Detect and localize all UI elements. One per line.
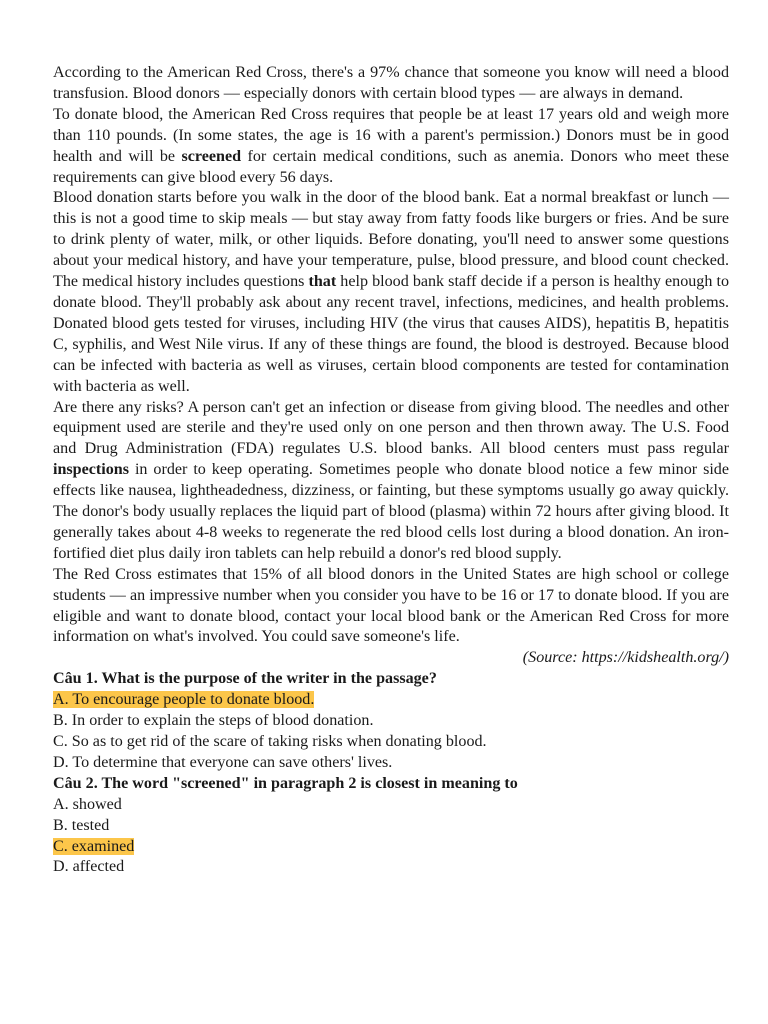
paragraph-1 xyxy=(53,63,729,105)
highlighted-answer: C. examined xyxy=(53,837,135,855)
paragraph-5 xyxy=(53,565,729,649)
answer-text: C. So as to get rid of the scare of taking risks when donating blood. xyxy=(53,733,487,750)
text-segment: help blood bank staff decide if a person is healthy enough to donate blood. They'll probably ask about any recent travel, infections, medicines, and health problems. Donated blood gets tested for viruses, including HIV (the virus that causes AIDS), hepatitis B, hepatitis C, syphilis, and West Nile virus. If any of these things are found, the blood is destroyed. Because blood can be infected with bacteria as well as viruses, certain blood components are tested for contamination with bacteria as well. xyxy=(53,273,729,395)
text-segment: Blood donation starts before you walk in the door of the blood bank. Eat a normal breakfast or lunch — this is not a good time to skip meals — but stay away from fatty foods like burgers or fries. And be sure to drink plenty of water, milk, or other liquids. Before donating, you'll need to answer some questions about your medical history, and have your temperature, pulse, blood pressure, and blood count checked. The medical history includes questions xyxy=(53,189,729,291)
question-prompt: Câu 1. What is the purpose of the writer in the passage? xyxy=(53,670,437,688)
answer-option[interactable] xyxy=(53,795,729,816)
passage xyxy=(53,63,729,648)
answer-text: B. tested xyxy=(53,816,110,834)
answer-text: D. To determine that everyone can save others' lives. xyxy=(53,753,393,771)
text-segment: The Red Cross estimates that 15% of all blood donors in the United States are high school or college students — an impressive number when you consider you have to be 16 or 17 to donate blood. If you are eligible and want to donate blood, contact your local blood bank or the American Red Cross for more information on what's involved. You could save someone's life. xyxy=(53,565,729,646)
answer-option[interactable] xyxy=(53,837,729,858)
text-segment: in order to keep operating. Sometimes people who donate blood notice a few minor side effects like nausea, lightheadedness, dizziness, or fainting, but these symptoms usually go away quickly. The donor's body usually replaces the liquid part of blood (plasma) within 72 hours after giving blood. It generally takes about 4-8 weeks to regenerate the red blood cells lost during a blood donation. An iron-fortified diet plus daily iron tablets can help rebuild a donor's red blood supply. xyxy=(53,461,729,562)
question-prompt: Câu 2. The word "screened" in paragraph 2 is closest in meaning to xyxy=(53,774,518,792)
text-segment: To donate blood, the American Red Cross requires that people be at least 17 years old and weigh more than 110 pounds. (In some states, the age is 16 with a parent's permission.) Donors must be in good health and will be xyxy=(53,105,729,165)
paragraph-2 xyxy=(53,105,729,189)
source-citation: (Source: https://kidshealth.org/) xyxy=(522,649,729,667)
answer-option[interactable] xyxy=(53,816,729,837)
answer-option[interactable] xyxy=(53,690,729,711)
paragraph-3 xyxy=(53,188,729,397)
answer-text: D. affected xyxy=(53,858,125,876)
answer-option[interactable] xyxy=(53,753,729,774)
highlighted-answer: A. To encourage people to donate blood. xyxy=(53,691,315,709)
text-segment: for certain medical conditions, such as anemia. Donors who meet these requirements can give blood every 56 days. xyxy=(53,147,729,186)
answer-text: B. In order to explain the steps of blood donation. xyxy=(53,712,374,730)
document-page xyxy=(53,63,729,878)
paragraph-4 xyxy=(53,398,729,565)
answer-option[interactable] xyxy=(53,732,729,753)
question-2 xyxy=(53,774,729,879)
text-segment: Are there any risks? A person can't get an infection or disease from giving blood. The needles and other equipment used are sterile and they're used only on one person and then thrown away. The U.S. Food and Drug Administration (FDA) regulates U.S. blood banks. All blood centers must pass regular xyxy=(53,398,729,458)
bold-term-inspections: inspections xyxy=(53,461,130,479)
answer-option[interactable] xyxy=(53,711,729,732)
bold-term-that: that xyxy=(308,273,337,291)
text-segment: According to the American Red Cross, there's a 97% chance that someone you know will need a blood transfusion. Blood donors — especially donors with certain blood types — are always in demand. xyxy=(53,64,729,102)
bold-term-screened: screened xyxy=(181,147,242,165)
answer-text: A. showed xyxy=(53,795,122,813)
question-1 xyxy=(53,669,729,774)
answer-option[interactable] xyxy=(53,857,729,878)
